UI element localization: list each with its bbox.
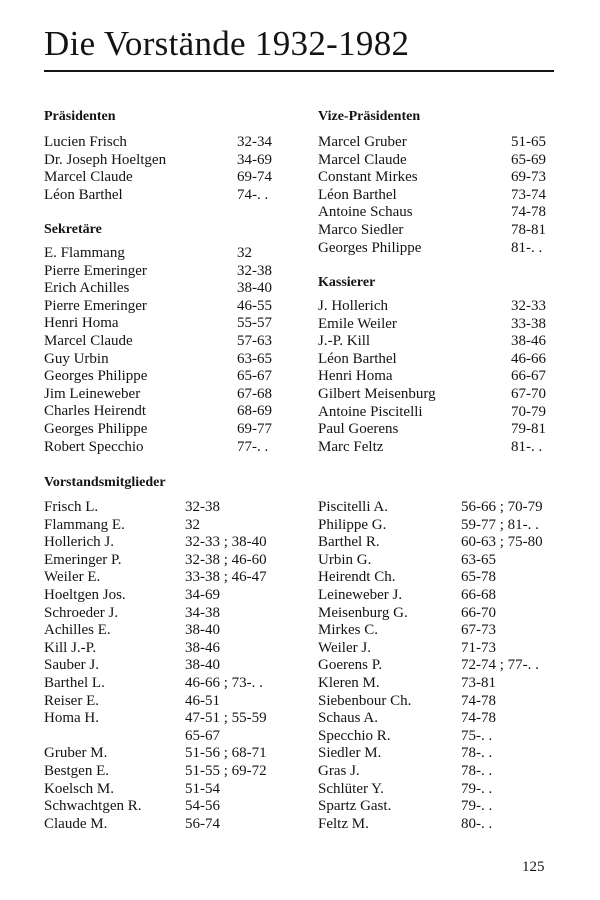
praesidenten-list — [44, 134, 294, 204]
entry-name: Emeringer P. — [44, 551, 122, 568]
entry-name: Jim Leineweber — [44, 385, 141, 402]
list-item — [44, 693, 306, 711]
entry-years: 46-51 — [185, 692, 220, 709]
entry-years: 46-66 — [511, 350, 546, 367]
entry-years: 38-40 — [237, 280, 272, 297]
entry-years: 65-67 — [237, 368, 272, 385]
entry-name: Georges Philippe — [44, 420, 148, 437]
entry-name: Kleren M. — [318, 674, 380, 691]
entry-name: Meisenburg G. — [318, 604, 408, 621]
list-item — [318, 439, 558, 457]
entry-years: 68-69 — [237, 403, 272, 420]
list-item — [318, 798, 558, 816]
entry-name: Schwachtgen R. — [44, 798, 142, 815]
entry-years: 66-68 — [461, 586, 496, 603]
entry-years: 46-66 ; 73-. . — [185, 674, 263, 691]
entry-years: 73-81 — [461, 674, 496, 691]
entry-years: 65-78 — [461, 569, 496, 586]
entry-name: Sauber J. — [44, 657, 99, 674]
entry-name: Specchio R. — [318, 727, 391, 744]
entry-name: Urbin G. — [318, 551, 372, 568]
entry-name: Siedler M. — [318, 745, 382, 762]
entry-name: Gras J. — [318, 762, 360, 779]
entry-name: Flammang E. — [44, 516, 125, 533]
list-item — [44, 439, 294, 457]
entry-name: Leineweber J. — [318, 586, 403, 603]
entry-years: 79-81 — [511, 421, 546, 438]
entry-name: Kill J.-P. — [44, 639, 97, 656]
list-item — [318, 187, 558, 205]
list-item — [44, 587, 306, 605]
entry-years: 38-46 — [185, 639, 220, 656]
list-item — [318, 134, 558, 152]
entry-name: J. Hollerich — [318, 298, 388, 314]
entry-name: Antoine Schaus — [318, 204, 413, 221]
entry-name: Paul Goerens — [318, 421, 399, 438]
list-item — [44, 517, 306, 535]
entry-name: Léon Barthel — [44, 186, 123, 203]
list-item — [44, 640, 306, 658]
entry-years: 65-69 — [511, 151, 546, 168]
list-item — [318, 421, 558, 439]
list-item — [318, 675, 558, 693]
entry-years: 67-70 — [511, 385, 546, 402]
entry-years: 79-. . — [461, 780, 493, 797]
entry-years: 51-55 ; 69-72 — [185, 762, 267, 779]
entry-name: Marcel Claude — [44, 169, 133, 186]
entry-name: Constant Mirkes — [318, 169, 418, 186]
list-item — [318, 517, 558, 535]
entry-name: Achilles E. — [44, 622, 111, 639]
entry-years: 77-. . — [237, 438, 269, 455]
entry-name: Barthel L. — [44, 674, 105, 691]
entry-years: 46-55 — [237, 297, 272, 314]
list-item — [44, 499, 306, 517]
entry-years: 32-38 — [185, 499, 220, 515]
heading-vize-praesidenten: Vize-Präsidenten — [318, 109, 421, 124]
entry-name: Antoine Piscitelli — [318, 403, 423, 420]
entry-name: Frisch L. — [44, 499, 99, 515]
entry-years: 81-. . — [511, 438, 543, 455]
entry-years: 74-78 — [461, 710, 496, 727]
entry-years: 54-56 — [185, 798, 220, 815]
list-item — [44, 745, 306, 763]
list-item — [318, 605, 558, 623]
entry-name: Marcel Claude — [318, 151, 407, 168]
heading-kassierer: Kassierer — [318, 275, 376, 290]
list-item — [44, 657, 306, 675]
vorstandsmitglieder-list-right — [318, 499, 558, 833]
list-item — [44, 351, 294, 369]
heading-praesidenten: Präsidenten — [44, 109, 116, 124]
entry-name: Bestgen E. — [44, 762, 109, 779]
list-item — [318, 351, 558, 369]
entry-years: 65-67 — [185, 727, 220, 744]
entry-name: Claude M. — [44, 815, 108, 832]
entry-name: Georges Philippe — [318, 239, 422, 256]
entry-name: Mirkes C. — [318, 622, 378, 639]
entry-years: 79-. . — [461, 798, 493, 815]
list-item — [318, 781, 558, 799]
entry-years: 69-73 — [511, 169, 546, 186]
entry-years: 78-81 — [511, 221, 546, 238]
entry-name: Feltz M. — [318, 815, 369, 832]
entry-years: 74-78 — [461, 692, 496, 709]
list-item — [318, 298, 558, 316]
entry-years: 80-. . — [461, 815, 493, 832]
list-item — [318, 640, 558, 658]
entry-name: Heirendt Ch. — [318, 569, 396, 586]
list-item — [44, 763, 306, 781]
list-item — [44, 315, 294, 333]
entry-name: Gruber M. — [44, 745, 108, 762]
entry-name: Erich Achilles — [44, 280, 130, 297]
entry-name: Pierre Emeringer — [44, 297, 147, 314]
entry-name: Pierre Emeringer — [44, 262, 147, 279]
entry-name: Marco Siedler — [318, 221, 404, 238]
list-item — [318, 316, 558, 334]
entry-years: 47-51 ; 55-59 — [185, 710, 267, 727]
entry-years: 32 — [237, 245, 252, 261]
entry-name: Schroeder J. — [44, 604, 119, 621]
entry-name: Hollerich J. — [44, 534, 114, 551]
list-item — [318, 622, 558, 640]
entry-years: 51-54 — [185, 780, 220, 797]
entry-years: 73-74 — [511, 186, 546, 203]
entry-years: 32-33 ; 38-40 — [185, 534, 267, 551]
list-item — [44, 534, 306, 552]
entry-name: Marcel Claude — [44, 332, 133, 349]
sekretaere-list — [44, 245, 294, 456]
entry-name: Georges Philippe — [44, 368, 148, 385]
page-number: 125 — [522, 859, 545, 875]
list-item — [44, 816, 306, 834]
list-item — [44, 368, 294, 386]
entry-years: 32-33 — [511, 298, 546, 314]
list-item — [318, 204, 558, 222]
list-item — [44, 152, 294, 170]
entry-years: 32-34 — [237, 134, 272, 150]
entry-years: 33-38 — [511, 315, 546, 332]
entry-name: Léon Barthel — [318, 350, 397, 367]
entry-years: 67-73 — [461, 622, 496, 639]
entry-years: 63-65 — [237, 350, 272, 367]
list-item — [318, 499, 558, 517]
entry-name: Henri Homa — [318, 368, 393, 385]
entry-years: 51-56 ; 68-71 — [185, 745, 267, 762]
entry-years: 38-46 — [511, 333, 546, 350]
list-item — [44, 552, 306, 570]
list-item — [318, 710, 558, 728]
list-item — [318, 386, 558, 404]
entry-name: Philippe G. — [318, 516, 387, 533]
list-item — [44, 134, 294, 152]
page-title: Die Vorstände 1932-1982 — [44, 24, 410, 63]
entry-years: 60-63 ; 75-80 — [461, 534, 543, 551]
entry-name: Lucien Frisch — [44, 134, 127, 150]
kassierer-list — [318, 298, 558, 456]
entry-years: 78-. . — [461, 745, 493, 762]
entry-name: Henri Homa — [44, 315, 119, 332]
list-item — [44, 675, 306, 693]
entry-name: Koelsch M. — [44, 780, 114, 797]
list-item — [318, 693, 558, 711]
list-item — [44, 333, 294, 351]
entry-years: 75-. . — [461, 727, 493, 744]
list-item — [318, 152, 558, 170]
vorstandsmitglieder-list-left — [44, 499, 306, 833]
heading-vorstandsmitglieder: Vorstandsmitglieder — [44, 475, 166, 490]
list-item — [44, 569, 306, 587]
list-item — [44, 605, 306, 623]
list-item — [44, 622, 306, 640]
entry-name: Marcel Gruber — [318, 134, 407, 150]
list-item — [318, 169, 558, 187]
list-item — [318, 745, 558, 763]
list-item — [44, 710, 306, 728]
list-item — [318, 222, 558, 240]
entry-name: Marc Feltz — [318, 438, 384, 455]
entry-name: Barthel R. — [318, 534, 380, 551]
entry-name: Schlüter Y. — [318, 780, 384, 797]
list-item — [44, 263, 294, 281]
list-item — [318, 569, 558, 587]
entry-name: Homa H. — [44, 710, 99, 727]
list-item — [318, 240, 558, 258]
entry-name: Guy Urbin — [44, 350, 109, 367]
list-item — [44, 798, 306, 816]
list-item — [44, 245, 294, 263]
list-item — [44, 298, 294, 316]
title-rule — [44, 70, 554, 72]
list-item — [44, 728, 306, 746]
entry-years: 66-67 — [511, 368, 546, 385]
entry-years: 81-. . — [511, 239, 543, 256]
entry-name: Reiser E. — [44, 692, 99, 709]
entry-years: 33-38 ; 46-47 — [185, 569, 267, 586]
entry-years: 78-. . — [461, 762, 493, 779]
entry-name: Weiler J. — [318, 639, 371, 656]
entry-years: 56-74 — [185, 815, 220, 832]
entry-name: Charles Heirendt — [44, 403, 147, 420]
entry-years: 32-38 ; 46-60 — [185, 551, 267, 568]
entry-years: 32-38 — [237, 262, 272, 279]
entry-years: 59-77 ; 81-. . — [461, 516, 539, 533]
entry-years: 69-74 — [237, 169, 272, 186]
list-item — [44, 169, 294, 187]
list-item — [44, 386, 294, 404]
entry-name: Spartz Gast. — [318, 798, 392, 815]
entry-years: 57-63 — [237, 332, 272, 349]
entry-years: 38-40 — [185, 622, 220, 639]
list-item — [44, 421, 294, 439]
entry-name: Léon Barthel — [318, 186, 397, 203]
entry-years: 51-65 — [511, 134, 546, 150]
entry-years: 74-78 — [511, 204, 546, 221]
entry-name: Piscitelli A. — [318, 499, 389, 515]
entry-name: Gilbert Meisenburg — [318, 385, 436, 402]
entry-name: Hoeltgen Jos. — [44, 586, 126, 603]
entry-years: 34-69 — [237, 151, 272, 168]
list-item — [44, 781, 306, 799]
list-item — [318, 763, 558, 781]
vize-praesidenten-list — [318, 134, 558, 257]
list-item — [318, 587, 558, 605]
list-item — [318, 657, 558, 675]
entry-name: Robert Specchio — [44, 438, 144, 455]
entry-years: 72-74 ; 77-. . — [461, 657, 539, 674]
entry-name: Schaus A. — [318, 710, 378, 727]
list-item — [318, 816, 558, 834]
entry-years: 38-40 — [185, 657, 220, 674]
entry-years: 69-77 — [237, 420, 272, 437]
entry-name: Dr. Joseph Hoeltgen — [44, 151, 167, 168]
entry-years: 66-70 — [461, 604, 496, 621]
list-item — [44, 280, 294, 298]
entry-years: 63-65 — [461, 551, 496, 568]
entry-name: Goerens P. — [318, 657, 383, 674]
list-item — [318, 368, 558, 386]
list-item — [318, 728, 558, 746]
entry-years: 56-66 ; 70-79 — [461, 499, 543, 515]
entry-name: E. Flammang — [44, 245, 125, 261]
list-item — [44, 187, 294, 205]
entry-name: Weiler E. — [44, 569, 101, 586]
entry-name: Siebenbour Ch. — [318, 692, 412, 709]
entry-years: 74-. . — [237, 186, 269, 203]
list-item — [318, 404, 558, 422]
list-item — [44, 403, 294, 421]
entry-years: 34-69 — [185, 586, 220, 603]
entry-name: Emile Weiler — [318, 315, 397, 332]
entry-years: 34-38 — [185, 604, 220, 621]
entry-years: 71-73 — [461, 639, 496, 656]
entry-years: 32 — [185, 516, 200, 533]
entry-years: 70-79 — [511, 403, 546, 420]
list-item — [318, 333, 558, 351]
heading-sekretaere: Sekretäre — [44, 222, 102, 237]
entry-name: J.-P. Kill — [318, 333, 371, 350]
entry-years: 67-68 — [237, 385, 272, 402]
list-item — [318, 552, 558, 570]
entry-years: 55-57 — [237, 315, 272, 332]
list-item — [318, 534, 558, 552]
